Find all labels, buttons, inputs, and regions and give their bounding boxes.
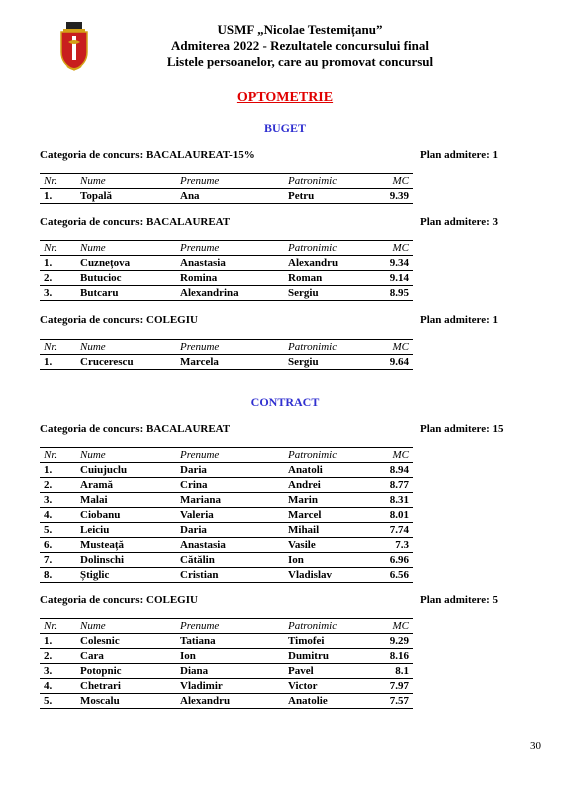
cell-nume: Dolinschi	[76, 553, 176, 568]
plan-label: Plan admitere: 15	[420, 423, 504, 435]
cell-prenume: Tatiana	[176, 634, 284, 649]
cell-patronimic: Vasile	[284, 538, 384, 553]
table-header-row	[40, 340, 413, 355]
cell-prenume: Ana	[176, 189, 284, 204]
table-row	[40, 463, 413, 478]
cell-nume: Aramă	[76, 478, 176, 493]
cell-prenume: Diana	[176, 664, 284, 679]
cell-patronimic: Dumitru	[284, 649, 384, 664]
col-nume-header: Nume	[76, 174, 176, 189]
cell-mc: 7.57	[384, 694, 413, 709]
cell-mc: 8.77	[384, 478, 413, 493]
plan-label: Plan admitere: 1	[420, 314, 499, 326]
cell-nume: Leiciu	[76, 523, 176, 538]
table-row	[40, 568, 413, 583]
col-patronimic-header: Patronimic	[284, 448, 384, 463]
cell-patronimic: Andrei	[284, 478, 384, 493]
col-nume-header: Nume	[76, 448, 176, 463]
cell-nume: Colesnic	[76, 634, 176, 649]
table-header-row	[40, 619, 413, 634]
col-patronimic-header: Patronimic	[284, 619, 384, 634]
cell-prenume: Anastasia	[176, 538, 284, 553]
table-header-row	[40, 241, 413, 256]
cell-prenume: Cătălin	[176, 553, 284, 568]
cell-nr: 1.	[40, 256, 76, 271]
plan-label: Plan admitere: 3	[420, 216, 499, 228]
admitted-table	[40, 173, 413, 204]
cell-prenume: Valeria	[176, 508, 284, 523]
cell-prenume: Mariana	[176, 493, 284, 508]
cell-prenume: Marcela	[176, 355, 284, 370]
table-row	[40, 271, 413, 286]
cell-prenume: Alexandrina	[176, 286, 284, 301]
cell-nr: 2.	[40, 649, 76, 664]
table-row	[40, 478, 413, 493]
document-header	[0, 22, 570, 70]
institution-title: USMF „Nicolae Testemițanu”	[217, 22, 383, 37]
table-row	[40, 189, 413, 204]
cell-nume: Malai	[76, 493, 176, 508]
col-nr-header: Nr.	[40, 174, 76, 189]
col-mc-header: MC	[384, 241, 413, 256]
cell-nr: 1.	[40, 463, 76, 478]
cell-nr: 5.	[40, 523, 76, 538]
cell-nume: Butcaru	[76, 286, 176, 301]
col-mc-header: MC	[384, 448, 413, 463]
category-label: Categoria de concurs: BACALAUREAT	[40, 423, 231, 435]
cell-prenume: Daria	[176, 463, 284, 478]
cell-mc: 7.74	[384, 523, 413, 538]
cell-nr: 2.	[40, 271, 76, 286]
admission-title: Admiterea 2022 - Rezultatele concursului final	[171, 38, 429, 53]
cell-mc: 7.97	[384, 679, 413, 694]
admitted-table	[40, 447, 413, 583]
cell-patronimic: Alexandru	[284, 256, 384, 271]
col-mc-header: MC	[384, 340, 413, 355]
cell-mc: 9.34	[384, 256, 413, 271]
cell-nume: Crucerescu	[76, 355, 176, 370]
cell-nume: Moscalu	[76, 694, 176, 709]
col-prenume-header: Prenume	[176, 241, 284, 256]
list-title: Listele persoanelor, care au promovat concursul	[166, 54, 434, 69]
cell-patronimic: Pavel	[284, 664, 384, 679]
col-patronimic-header: Patronimic	[284, 340, 384, 355]
col-nr-header: Nr.	[40, 340, 76, 355]
cell-nr: 6.	[40, 538, 76, 553]
cell-nr: 1.	[40, 634, 76, 649]
cell-prenume: Romina	[176, 271, 284, 286]
cell-patronimic: Marcel	[284, 508, 384, 523]
cell-patronimic: Anatoli	[284, 463, 384, 478]
cell-mc: 9.39	[384, 189, 413, 204]
cell-nume: Musteață	[76, 538, 176, 553]
cell-nume: Cara	[76, 649, 176, 664]
table-row	[40, 634, 413, 649]
faculty-title: OPTOMETRIE	[236, 90, 334, 105]
cell-prenume: Ion	[176, 649, 284, 664]
cell-prenume: Anastasia	[176, 256, 284, 271]
col-nume-header: Nume	[76, 619, 176, 634]
cell-patronimic: Vladislav	[284, 568, 384, 583]
cell-patronimic: Sergiu	[284, 355, 384, 370]
category-label: Categoria de concurs: COLEGIU	[40, 594, 198, 606]
cell-mc: 8.16	[384, 649, 413, 664]
cell-mc: 6.56	[384, 568, 413, 583]
cell-mc: 9.14	[384, 271, 413, 286]
cell-nume: Topală	[76, 189, 176, 204]
cell-prenume: Crina	[176, 478, 284, 493]
cell-patronimic: Victor	[284, 679, 384, 694]
plan-label: Plan admitere: 1	[420, 149, 499, 161]
col-prenume-header: Prenume	[176, 448, 284, 463]
col-patronimic-header: Patronimic	[284, 174, 384, 189]
table-row	[40, 508, 413, 523]
cell-mc: 7.3	[384, 538, 413, 553]
cell-nr: 7.	[40, 553, 76, 568]
cell-prenume: Vladimir	[176, 679, 284, 694]
cell-nume: Știglic	[76, 568, 176, 583]
cell-prenume: Cristian	[176, 568, 284, 583]
table-row	[40, 256, 413, 271]
cell-nume: Cuiujuclu	[76, 463, 176, 478]
cell-mc: 8.95	[384, 286, 413, 301]
col-nume-header: Nume	[76, 241, 176, 256]
cell-nr: 8.	[40, 568, 76, 583]
cell-nume: Ciobanu	[76, 508, 176, 523]
table-row	[40, 694, 413, 709]
cell-nume: Butucioc	[76, 271, 176, 286]
cell-mc: 6.96	[384, 553, 413, 568]
table-row	[40, 664, 413, 679]
col-prenume-header: Prenume	[176, 619, 284, 634]
plan-label: Plan admitere: 5	[420, 594, 499, 606]
col-mc-header: MC	[384, 174, 413, 189]
cell-patronimic: Timofei	[284, 634, 384, 649]
category-label: Categoria de concurs: BACALAUREAT-15%	[40, 149, 255, 161]
cell-mc: 8.01	[384, 508, 413, 523]
cell-nr: 4.	[40, 508, 76, 523]
cell-nr: 2.	[40, 478, 76, 493]
cell-nume: Chetrari	[76, 679, 176, 694]
cell-mc: 8.94	[384, 463, 413, 478]
table-row	[40, 553, 413, 568]
cell-nr: 3.	[40, 286, 76, 301]
col-mc-header: MC	[384, 619, 413, 634]
table-row	[40, 649, 413, 664]
admitted-table	[40, 240, 413, 301]
cell-mc: 8.1	[384, 664, 413, 679]
col-nr-header: Nr.	[40, 448, 76, 463]
page-number: 30	[530, 740, 541, 752]
col-prenume-header: Prenume	[176, 340, 284, 355]
cell-prenume: Alexandru	[176, 694, 284, 709]
admitted-table	[40, 339, 413, 370]
table-header-row	[40, 174, 413, 189]
cell-patronimic: Anatolie	[284, 694, 384, 709]
cell-patronimic: Ion	[284, 553, 384, 568]
cell-patronimic: Sergiu	[284, 286, 384, 301]
col-prenume-header: Prenume	[176, 174, 284, 189]
table-row	[40, 523, 413, 538]
cell-patronimic: Petru	[284, 189, 384, 204]
table-row	[40, 355, 413, 370]
admitted-table	[40, 618, 413, 709]
table-row	[40, 286, 413, 301]
section-buget-title: BUGET	[263, 121, 306, 135]
cell-mc: 8.31	[384, 493, 413, 508]
cell-nr: 1.	[40, 189, 76, 204]
cell-nr: 4.	[40, 679, 76, 694]
table-row	[40, 538, 413, 553]
category-label: Categoria de concurs: BACALAUREAT	[40, 216, 231, 228]
cell-prenume: Daria	[176, 523, 284, 538]
category-label: Categoria de concurs: COLEGIU	[40, 314, 198, 326]
cell-patronimic: Marin	[284, 493, 384, 508]
cell-patronimic: Roman	[284, 271, 384, 286]
col-nr-header: Nr.	[40, 241, 76, 256]
cell-nume: Cuznețova	[76, 256, 176, 271]
cell-mc: 9.29	[384, 634, 413, 649]
col-nume-header: Nume	[76, 340, 176, 355]
cell-patronimic: Mihail	[284, 523, 384, 538]
table-row	[40, 493, 413, 508]
table-row	[40, 679, 413, 694]
cell-mc: 9.64	[384, 355, 413, 370]
cell-nr: 3.	[40, 493, 76, 508]
table-header-row	[40, 448, 413, 463]
col-patronimic-header: Patronimic	[284, 241, 384, 256]
cell-nume: Potopnic	[76, 664, 176, 679]
col-nr-header: Nr.	[40, 619, 76, 634]
cell-nr: 1.	[40, 355, 76, 370]
cell-nr: 5.	[40, 694, 76, 709]
section-contract-title: CONTRACT	[250, 395, 320, 409]
cell-nr: 3.	[40, 664, 76, 679]
